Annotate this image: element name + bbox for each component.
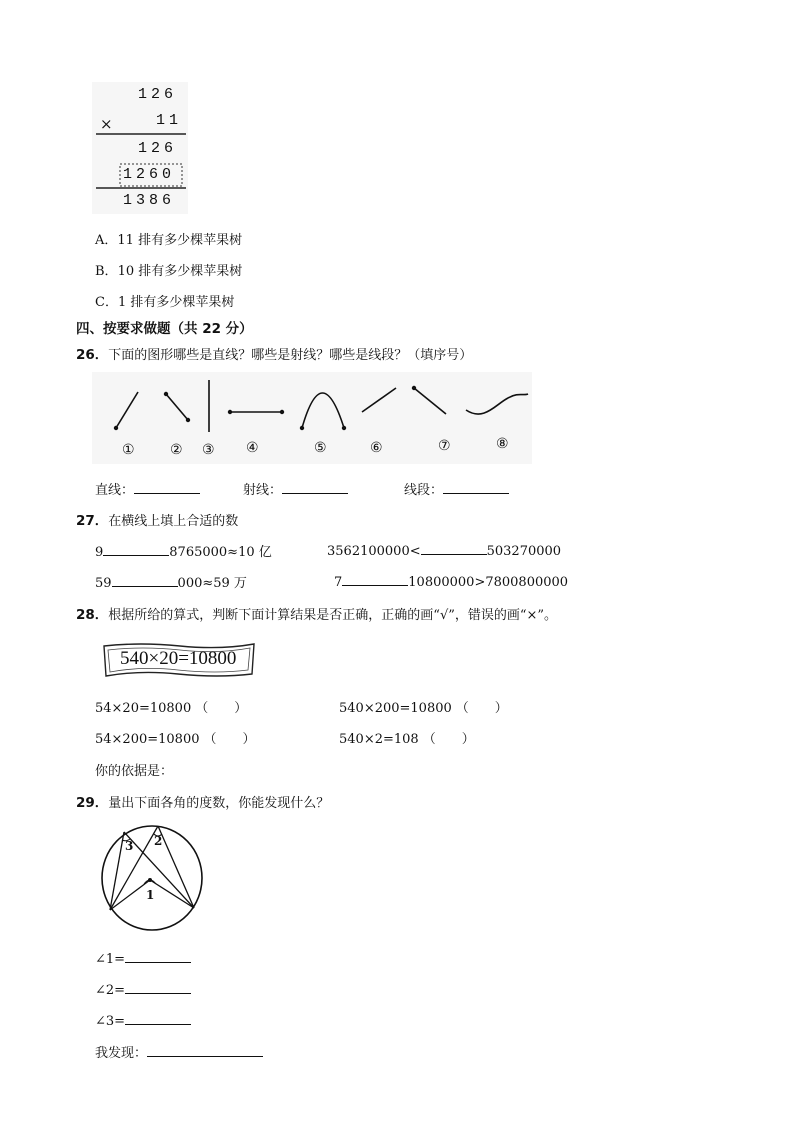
q28-basis: 你的依据是： [95,764,174,779]
q28-number: 28． [76,607,109,623]
item-expr: 540×200=10800 [339,701,452,716]
item-after: 503270000 [486,544,562,559]
q26-answer-rays [243,479,348,498]
q27-item-1 [95,541,272,560]
figure-label-7: ⑦ [438,438,451,454]
mult-row3: 126 [138,140,178,157]
angle3-blank[interactable] [125,1011,191,1025]
mult-row1: 126 [138,86,178,103]
item-before: 3562100000< [327,544,421,559]
option-letter: A． [95,233,118,248]
q28-item-2 [339,697,508,716]
q28-item-4 [339,728,475,747]
q27-number: 27． [76,513,109,529]
q27-blank-4[interactable] [342,572,408,586]
q28-item-1 [95,697,247,716]
q26-prompt: 下面的图形哪些是直线？哪些是射线？哪些是线段？（填序号） [108,348,473,363]
q29-heading [76,791,329,811]
angle-label-1: 1 [146,888,155,902]
item-expr: 54×20=10800 [95,701,192,716]
q28-given-banner [100,640,258,680]
q26-answer-segments [404,479,509,498]
q27-item-3 [95,572,247,591]
mult-row4: 1260 [123,166,176,183]
q27-item-4 [334,572,568,590]
judge-paren[interactable]: （ ） [422,732,475,747]
item-after: 000≈59 万 [177,576,247,591]
answer-label: ∠1= [95,952,126,967]
answer-label: ∠2= [95,983,126,998]
item-after: 10800000>7800800000 [408,575,569,590]
mult-row2: 11 [156,112,183,129]
q27-heading [76,509,238,529]
figure-2-segment [166,394,188,420]
figure-7-ray [414,388,446,414]
ray-answer-blank[interactable] [282,480,348,494]
figure-5-curve [302,393,344,428]
judge-paren[interactable]: （ ） [455,701,508,716]
q27-blank-3[interactable] [112,573,178,587]
q28-item-3 [95,728,256,747]
item-before: 9 [95,545,104,560]
q27-blank-1[interactable] [103,542,169,556]
segment-answer-blank[interactable] [443,480,509,494]
option-text: 10 排有多少棵苹果树 [117,264,243,279]
option-c[interactable] [95,291,234,310]
option-text: 1 排有多少棵苹果树 [117,295,235,310]
figure-label-3: ③ [202,442,215,458]
q27-prompt: 在横线上填上合适的数 [108,514,239,529]
figure-label-1: ① [122,442,135,458]
q28-prompt: 根据所给的算式，判断下面计算结果是否正确，正确的画“√”，错误的画“×”。 [108,608,558,623]
item-expr: 54×200=10800 [95,732,200,747]
q29-number: 29． [76,795,109,811]
q29-circle-figure [96,818,208,934]
angle1-blank[interactable] [125,949,191,963]
q26-heading [76,343,472,363]
multiplication-figure [92,82,188,214]
discover-label: 我发现： [95,1046,148,1061]
q29-prompt: 量出下面各角的度数，你能发现什么？ [108,796,330,811]
option-a[interactable] [95,229,242,248]
judge-paren[interactable]: （ ） [195,701,248,716]
answer-label: 直线： [95,483,135,498]
circle-angles [96,818,208,934]
figure-label-2: ② [170,442,183,458]
q26-figure [92,372,532,464]
q29-answer-3 [95,1011,191,1029]
mult-operator: × [100,115,113,133]
answer-label: 线段： [404,483,444,498]
q29-answer-2 [95,980,191,998]
judge-paren[interactable]: （ ） [203,732,256,747]
figure-label-4: ④ [246,440,259,456]
angle2-blank[interactable] [125,980,191,994]
figure-6-line [362,388,396,412]
angle-label-3: 3 [125,839,134,853]
option-text: 11 排有多少棵苹果树 [117,233,243,248]
angle-label-2: 2 [154,834,163,848]
q29-discover [95,1042,263,1061]
option-letter: B． [95,264,118,279]
q28-heading [76,603,557,623]
figure-8-wave [466,394,528,414]
figure-label-6: ⑥ [370,440,383,456]
discover-blank[interactable] [147,1043,263,1057]
item-after: 8765000≈10 亿 [169,545,272,560]
option-b[interactable] [95,260,242,279]
q27-blank-2[interactable] [421,541,487,555]
q27-item-2 [327,541,561,559]
option-letter: C． [95,295,118,310]
lines-figure [92,372,532,464]
item-before: 7 [334,575,343,590]
item-before: 59 [95,576,112,591]
figure-label-8: ⑧ [496,436,509,452]
section-title: 四、按要求做题（共 22 分） [76,321,253,337]
q26-answer-lines [95,479,200,498]
figure-label-5: ⑤ [314,440,327,456]
q26-number: 26． [76,347,109,363]
given-equation: 540×20=10800 [120,648,237,669]
answer-label: 射线： [243,483,283,498]
figure-1-ray [116,392,138,428]
line-answer-blank[interactable] [134,480,200,494]
q29-answer-1 [95,949,191,967]
answer-label: ∠3= [95,1014,126,1029]
item-expr: 540×2=108 [339,732,419,747]
mult-row5: 1386 [123,192,176,209]
